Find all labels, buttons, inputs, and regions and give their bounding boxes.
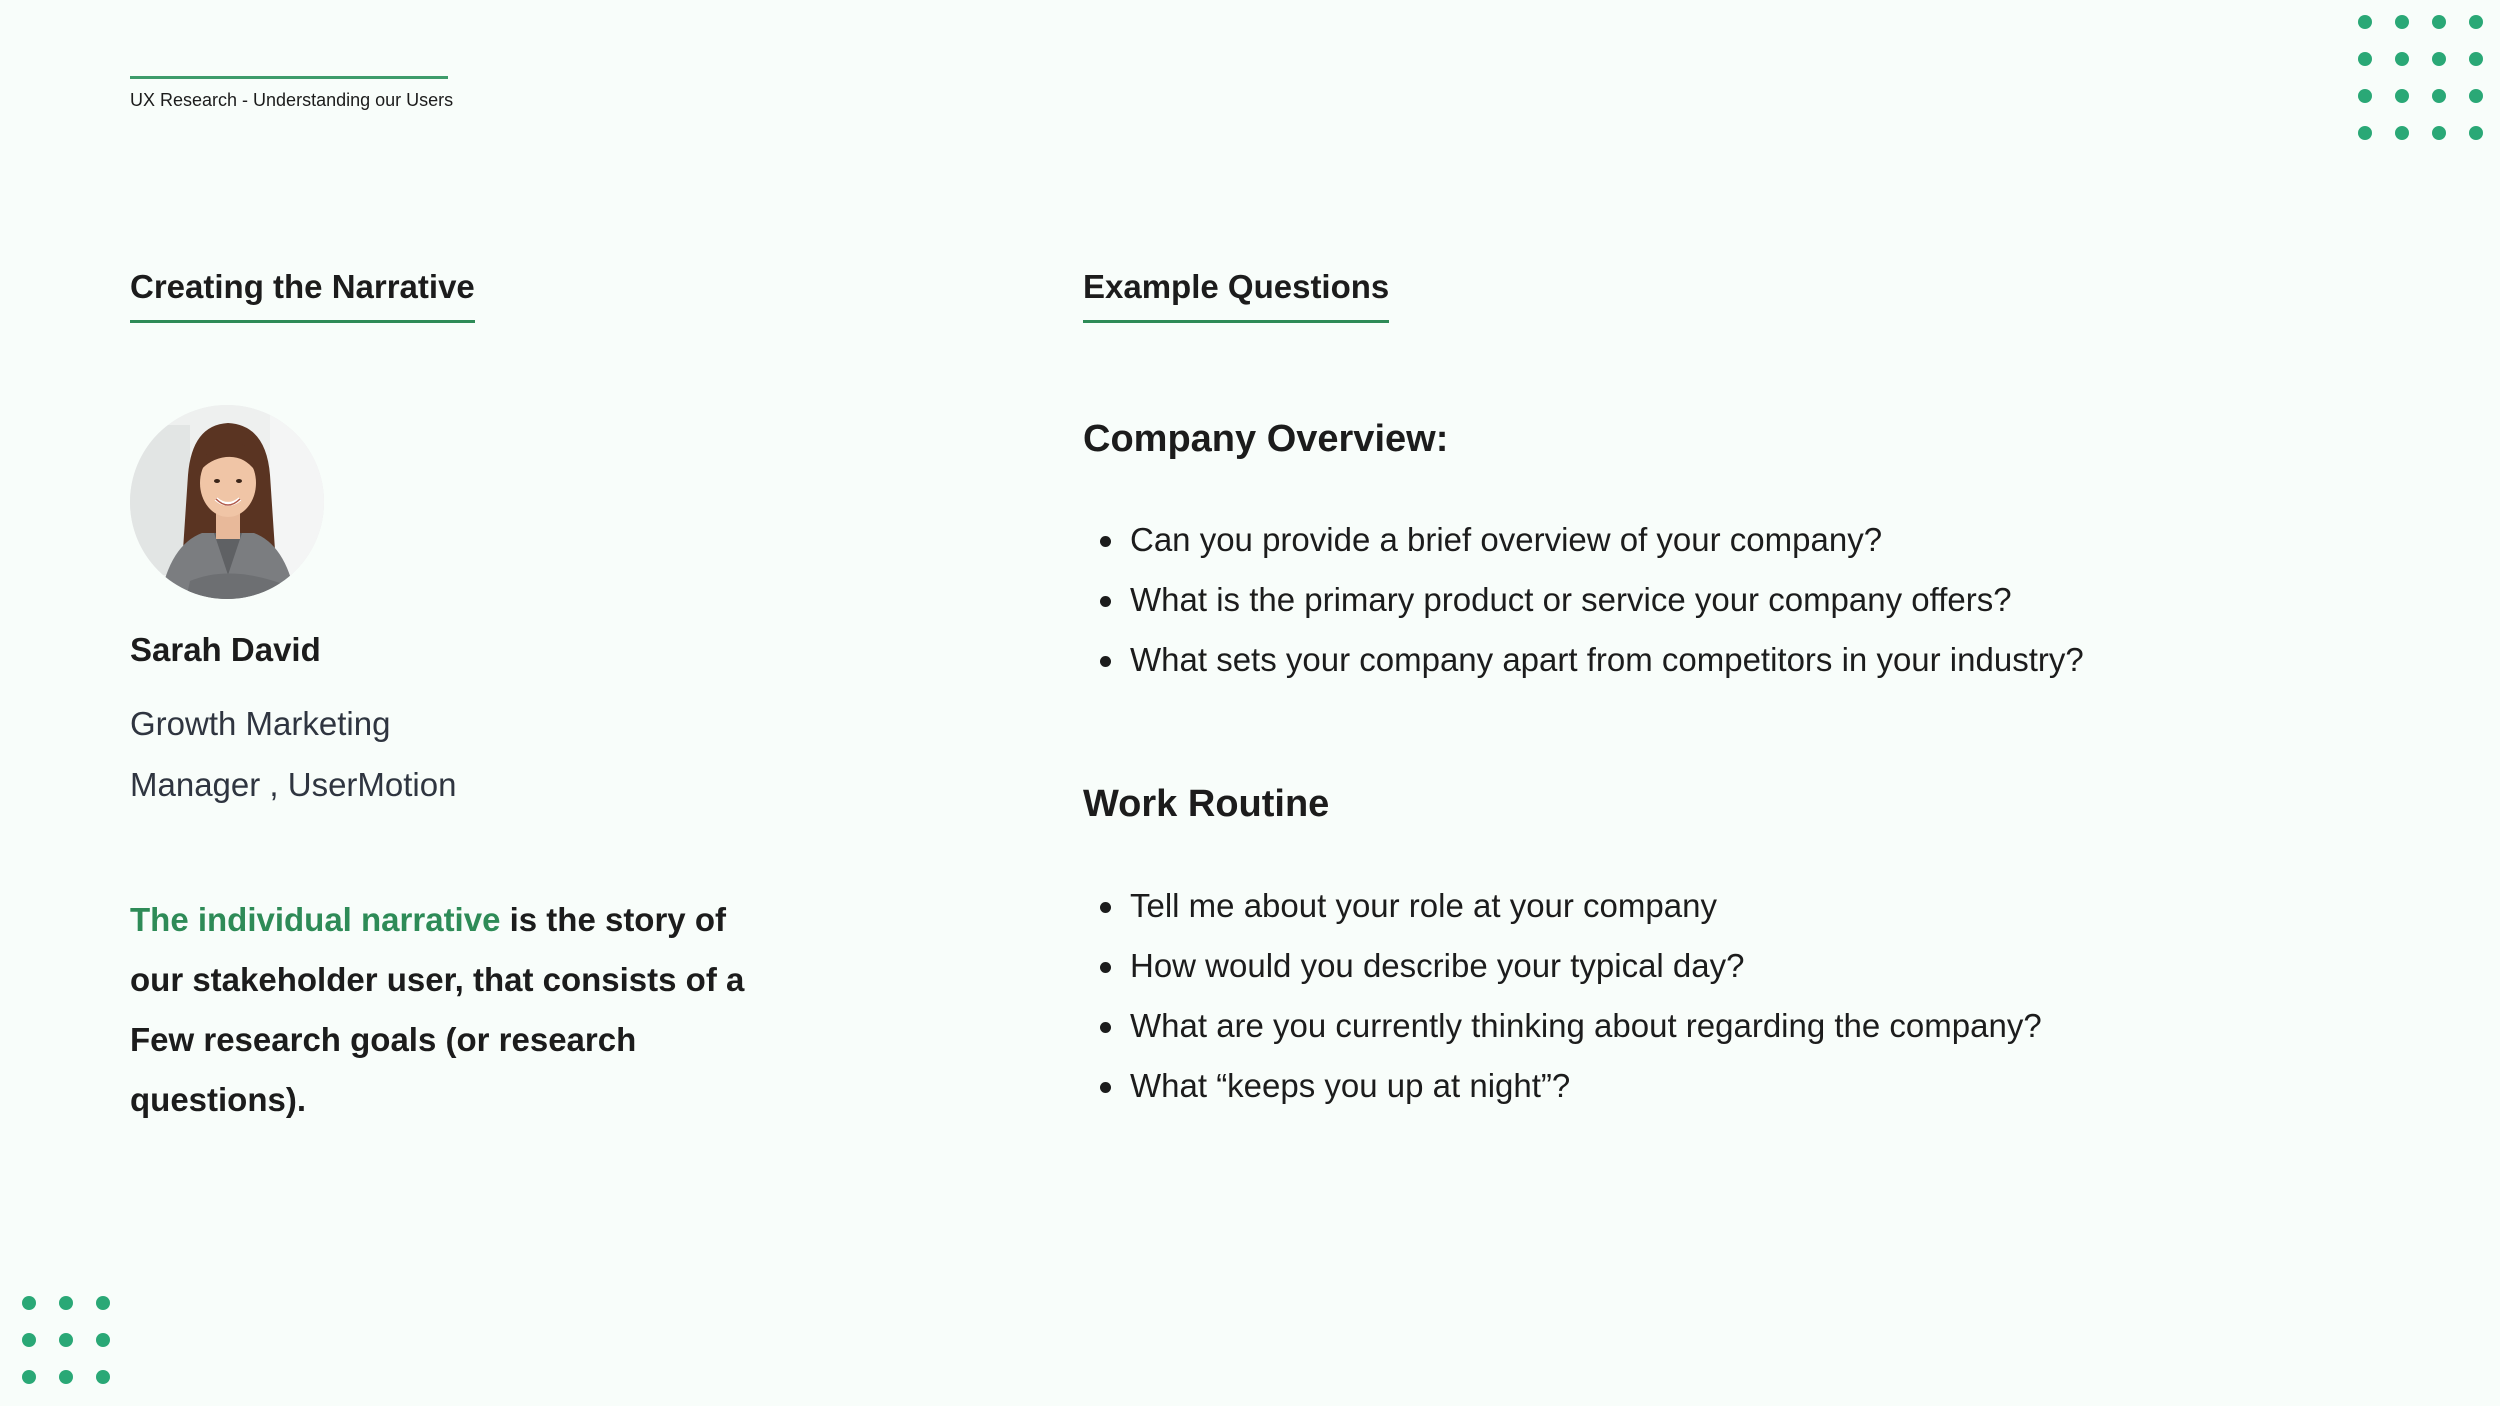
dot	[2395, 89, 2409, 103]
bullet-icon	[1100, 962, 1111, 973]
narrative-highlight: The individual narrative	[130, 901, 501, 938]
dot	[59, 1296, 73, 1310]
question-text: Tell me about your role at your company	[1130, 887, 1717, 924]
dot	[59, 1333, 73, 1347]
question-list-work-routine	[1083, 876, 2042, 1116]
dot	[2469, 52, 2483, 66]
question-text: What “keeps you up at night”?	[1130, 1067, 1571, 1104]
dot	[2469, 89, 2483, 103]
person-title-line: Growth Marketing	[130, 705, 391, 742]
question-item	[1083, 630, 2084, 690]
dot	[2432, 15, 2446, 29]
question-item	[1083, 1056, 2042, 1116]
person-title-line: Manager , UserMotion	[130, 766, 457, 803]
group-title-company-overview: Company Overview:	[1083, 418, 1449, 460]
decorative-dots-top-right	[2358, 15, 2483, 140]
question-text: What is the primary product or service your company offers?	[1130, 581, 2012, 618]
dot	[2432, 52, 2446, 66]
header-title: UX Research - Understanding our Users	[130, 76, 448, 111]
question-item	[1083, 510, 2084, 570]
question-text: How would you describe your typical day?	[1130, 947, 1745, 984]
bullet-icon	[1100, 656, 1111, 667]
avatar-portrait-image	[130, 405, 324, 599]
section-heading-narrative: Creating the Narrative	[130, 268, 475, 323]
dot	[2358, 52, 2372, 66]
question-text: Can you provide a brief overview of your company?	[1130, 521, 1883, 558]
question-text: What sets your company apart from competitors in your industry?	[1130, 641, 2084, 678]
bullet-icon	[1100, 902, 1111, 913]
decorative-dots-bottom-left	[22, 1296, 110, 1384]
dot	[59, 1370, 73, 1384]
dot	[2358, 15, 2372, 29]
dot	[2432, 89, 2446, 103]
dot	[2358, 126, 2372, 140]
dot	[2432, 126, 2446, 140]
bullet-icon	[1100, 1082, 1111, 1093]
avatar	[130, 405, 324, 599]
bullet-icon	[1100, 596, 1111, 607]
bullet-icon	[1100, 536, 1111, 547]
dot	[22, 1333, 36, 1347]
dot	[22, 1370, 36, 1384]
dot	[2358, 89, 2372, 103]
section-heading-questions: Example Questions	[1083, 268, 1389, 323]
narrative-rest: is the story of our stakeholder user, that consists of a Few research goals (or research questions).	[130, 901, 745, 1118]
question-item	[1083, 570, 2084, 630]
dot	[2395, 15, 2409, 29]
question-item	[1083, 996, 2042, 1056]
dot	[96, 1296, 110, 1310]
dot	[2395, 52, 2409, 66]
person-name: Sarah David	[130, 631, 321, 668]
group-title-work-routine: Work Routine	[1083, 783, 1330, 825]
bullet-icon	[1100, 1022, 1111, 1033]
dot	[96, 1370, 110, 1384]
question-item	[1083, 936, 2042, 996]
dot	[2469, 15, 2483, 29]
dot	[2469, 126, 2483, 140]
question-item	[1083, 876, 2042, 936]
question-list-company-overview	[1083, 510, 2084, 690]
dot	[96, 1333, 110, 1347]
dot	[2395, 126, 2409, 140]
question-text: What are you currently thinking about regarding the company?	[1130, 1007, 2042, 1044]
dot	[22, 1296, 36, 1310]
person-title	[130, 693, 730, 815]
narrative-text	[130, 890, 770, 1130]
